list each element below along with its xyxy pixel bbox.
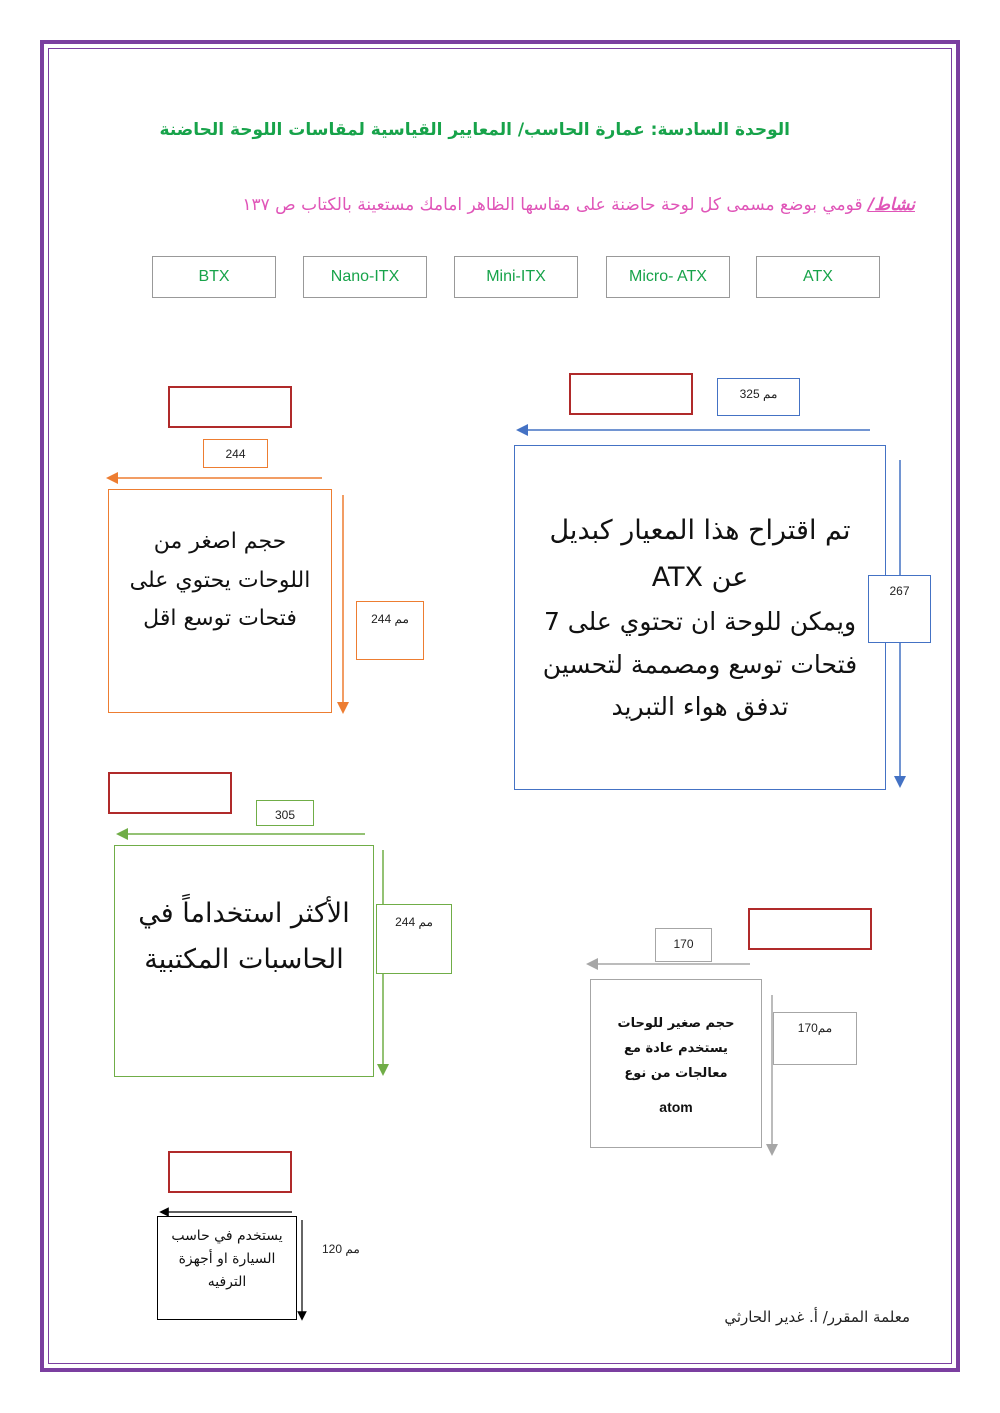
option-mini-itx[interactable]: Mini-ITX <box>454 256 578 298</box>
micro-atx-answer-box[interactable] <box>168 386 292 428</box>
micro-height-label: 244 مم <box>356 601 424 660</box>
activity-label: نشاط/ <box>867 195 915 215</box>
mini-itx-atom: atom <box>659 1098 693 1115</box>
atx-height-label: 267 <box>868 575 931 643</box>
micro-atx-board: حجم اصغر من اللوحات يحتوي على فتحات توسع اقل <box>108 489 332 713</box>
activity-text: قومي بوضع مسمى كل لوحة حاضنة على مقاسها الظاهر امامك مستعينة بالكتاب ص ١٣٧ <box>242 195 868 215</box>
atx-answer-box[interactable] <box>569 373 693 415</box>
nano-height-label: 120 مم <box>322 1242 360 1256</box>
std-width-label: 305 <box>256 800 314 826</box>
mini-itx-answer-box[interactable] <box>748 908 872 950</box>
teacher-signature: معلمة المقرر/ أ. غدير الحارثي <box>724 1308 910 1326</box>
atx-line1: تم اقتراح هذا المعيار كبديل عن ATX <box>549 514 851 593</box>
mini-width-label: 170 <box>655 928 712 962</box>
option-atx[interactable]: ATX <box>756 256 880 298</box>
mini-itx-text: حجم صغير للوحات يستخدم عادة مع معالجات من نوع <box>617 1016 735 1081</box>
page-title: الوحدة السادسة: عمارة الحاسب/ المعايير القياسية لمقاسات اللوحة الحاضنة <box>159 120 790 140</box>
option-nano-itx[interactable]: Nano-ITX <box>303 256 427 298</box>
nano-itx-board: يستخدم في حاسب السيارة او أجهزة الترفيه <box>157 1216 297 1320</box>
mini-itx-board <box>590 979 762 1148</box>
atx-line2: ويمكن للوحة ان تحتوي على 7 فتحات توسع ومصممة لتحسين تدفق هواء التبريد <box>542 607 858 721</box>
mini-height-label: 170مم <box>773 1012 857 1065</box>
nano-itx-answer-box[interactable] <box>168 1151 292 1193</box>
option-micro-atx[interactable]: Micro- ATX <box>606 256 730 298</box>
atx-board <box>514 445 886 790</box>
micro-width-label: 244 <box>203 439 268 468</box>
std-height-label: 244 مم <box>376 904 452 974</box>
standard-atx-board: الأكثر استخداماً في الحاسبات المكتبية <box>114 845 374 1077</box>
option-btx[interactable]: BTX <box>152 256 276 298</box>
standard-atx-answer-box[interactable] <box>108 772 232 814</box>
atx-width-label: 325 مم <box>717 378 800 416</box>
